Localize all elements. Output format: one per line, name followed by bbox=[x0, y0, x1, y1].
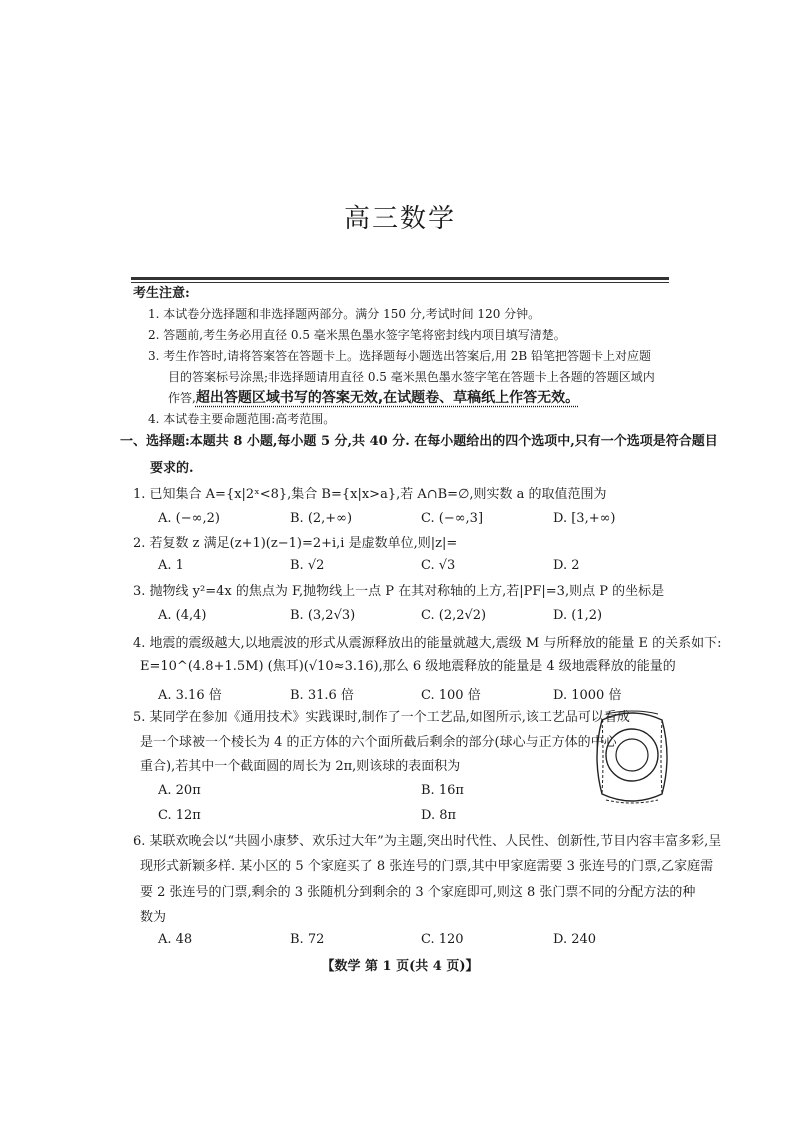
question-stem: 6. 某联欢晚会以“共圆小康梦、欢乐过大年”为主题,突出时代性、人民性、创新性,节目内容丰富多彩,呈 bbox=[133, 834, 722, 849]
notice-emphasis: 超出答题区域书写的答案无效,在试题卷、草稿纸上作答无效。 bbox=[195, 390, 580, 406]
notice-heading: 考生注意: bbox=[133, 286, 190, 301]
question-stem: 1. 已知集合 A={x|2ˣ<8},集合 B={x|x>a},若 A∩B=∅,则实数 a 的取值范围为 bbox=[133, 487, 607, 502]
option-b: B. 31.6 倍 bbox=[290, 688, 354, 703]
option-b: B. (2,+∞) bbox=[290, 511, 353, 526]
notice-item: 1. 本试卷分选择题和非选择题两部分。满分 150 分,考试时间 120 分钟。 bbox=[148, 307, 541, 321]
option-c: C. 12π bbox=[158, 808, 201, 823]
option-d: D. (1,2) bbox=[553, 608, 603, 623]
option-d: D. 8π bbox=[421, 808, 457, 823]
truncated-sphere-figure bbox=[592, 702, 672, 812]
notice-item-cont bbox=[133, 388, 673, 409]
option-d: D. [3,+∞) bbox=[553, 511, 616, 526]
question-stem: 5. 某同学在参加《通用技术》实践课时,制作了一个工艺品,如图所示,该工艺品可以看成 bbox=[133, 710, 630, 725]
option-a: A. (4,4) bbox=[158, 608, 207, 623]
notice-item: 4. 本试卷主要命题范围:高考范围。 bbox=[148, 412, 336, 426]
question-stem-cont: 要 2 张连号的门票,剩余的 3 张随机分到剩余的 3 个家庭即可,则这 8 张门票不同的分配方法的种 bbox=[140, 885, 696, 900]
option-d: D. 240 bbox=[553, 932, 597, 947]
notice-item: 2. 答题前,考生务必用直径 0.5 毫米黑色墨水签字笔将密封线内项目填写清楚。 bbox=[148, 328, 566, 342]
option-c: C. 100 倍 bbox=[421, 688, 481, 703]
page-title: 高三数学 bbox=[343, 204, 456, 234]
option-d: D. 2 bbox=[553, 558, 580, 573]
option-a: A. 3.16 倍 bbox=[158, 688, 222, 703]
option-a: A. 1 bbox=[158, 558, 184, 573]
notice-item: 目的答案标号涂黑;非选择题请用直径 0.5 毫米黑色墨水签字笔在答题卡上各题的答题区域内 bbox=[168, 370, 655, 384]
option-b: B. 16π bbox=[421, 783, 464, 798]
divider bbox=[131, 277, 669, 280]
notice-box bbox=[133, 283, 673, 430]
question-stem-cont: E=10^(4.8+1.5M) (焦耳)(√10≈3.16),那么 6 级地震释放的能量是 4 级地震释放的能量的 bbox=[140, 659, 676, 674]
question-stem-cont: 现形式新颖多样. 某小区的 5 个家庭买了 8 张连号的门票,其中甲家庭需要 3 张连号的门票,乙家庭需 bbox=[140, 859, 714, 874]
option-c: C. (−∞,3] bbox=[421, 511, 484, 526]
section-heading-cont: 要求的. bbox=[150, 461, 194, 476]
option-b: B. √2 bbox=[290, 558, 325, 573]
question-stem: 3. 抛物线 y²=4x 的焦点为 F,抛物线上一点 P 在其对称轴的上方,若|PF|=3,则点 P 的坐标是 bbox=[133, 584, 665, 599]
option-c: C. 120 bbox=[421, 932, 464, 947]
option-c: C. √3 bbox=[421, 558, 456, 573]
option-c: C. (2,2√2) bbox=[421, 608, 487, 623]
option-d: D. 1000 倍 bbox=[553, 688, 622, 703]
notice-item: 作答, bbox=[168, 391, 196, 405]
option-a: A. (−∞,2) bbox=[158, 511, 220, 526]
option-b: B. (3,2√3) bbox=[290, 608, 356, 623]
option-a: A. 20π bbox=[158, 783, 201, 798]
section-heading: 一、选择题:本题共 8 小题,每小题 5 分,共 40 分. 在每小题给出的四个选项中,只有一个选项是符合题目 bbox=[120, 434, 718, 449]
option-a: A. 48 bbox=[158, 932, 193, 947]
question-stem: 4. 地震的震级越大,以地震波的形式从震源释放出的能量就越大,震级 M 与所释放的能量 E 的关系如下: bbox=[133, 636, 722, 651]
question-stem: 2. 若复数 z 满足(z+1)(z−1)=2+i,i 是虚数单位,则|z|= bbox=[133, 536, 458, 551]
question-stem-cont: 是一个球被一个棱长为 4 的正方体的六个面所截后剩余的部分(球心与正方体的中心 bbox=[140, 735, 617, 750]
notice-item: 3. 考生作答时,请将答案答在答题卡上。选择题每小题选出答案后,用 2B 铅笔把答题卡上对应题 bbox=[148, 349, 651, 363]
question-stem-cont: 重合),若其中一个截面圆的周长为 2π,则该球的表面积为 bbox=[140, 759, 461, 774]
option-b: B. 72 bbox=[290, 932, 325, 947]
question-stem-cont: 数为 bbox=[140, 910, 167, 925]
page-footer: 【数学 第 1 页(共 4 页)】 bbox=[321, 959, 479, 974]
